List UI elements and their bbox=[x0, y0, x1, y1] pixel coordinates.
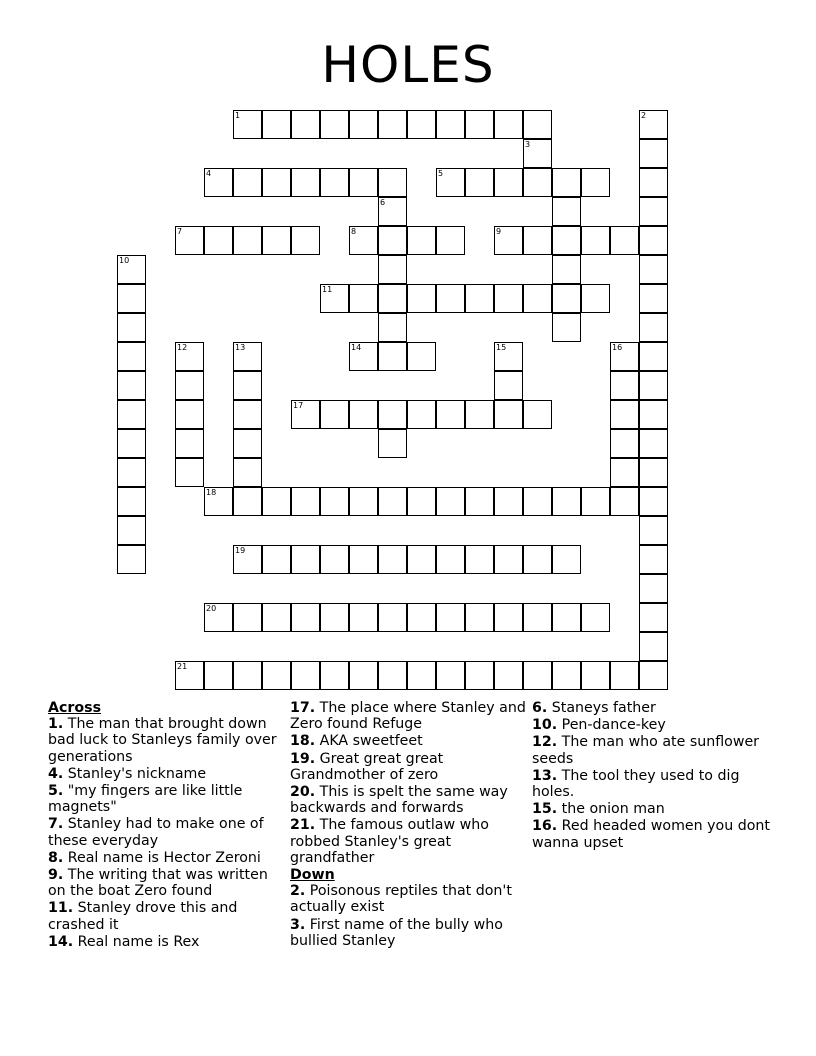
crossword-cell[interactable] bbox=[465, 284, 494, 313]
crossword-cell[interactable] bbox=[494, 168, 523, 197]
crossword-cell[interactable] bbox=[581, 603, 610, 632]
crossword-cell[interactable] bbox=[175, 458, 204, 487]
clue-number-label: 5 bbox=[438, 169, 444, 178]
crossword-cell[interactable] bbox=[349, 661, 378, 690]
clue-number: 12. bbox=[532, 734, 558, 751]
clue-number: 15. bbox=[532, 801, 558, 818]
crossword-cell[interactable] bbox=[610, 400, 639, 429]
clue-text: Stanley had to make one of these everyday bbox=[48, 816, 264, 849]
clues-column-1 bbox=[48, 700, 286, 951]
crossword-cell[interactable] bbox=[291, 110, 320, 139]
crossword-cell[interactable] bbox=[117, 458, 146, 487]
crossword-cell[interactable] bbox=[233, 458, 262, 487]
crossword-cell[interactable] bbox=[639, 371, 668, 400]
clue-number: 9. bbox=[48, 867, 64, 884]
crossword-cell[interactable] bbox=[378, 342, 407, 371]
crossword-cell[interactable] bbox=[552, 197, 581, 226]
across-clue bbox=[290, 817, 526, 866]
clue-number: 18. bbox=[290, 733, 316, 750]
clue-number-label: 1 bbox=[235, 111, 241, 120]
crossword-cell[interactable] bbox=[262, 226, 291, 255]
clue-text: Real name is Hector Zeroni bbox=[63, 849, 261, 866]
clue-text: Great great great Grandmother of zero bbox=[290, 750, 444, 783]
crossword-cell[interactable] bbox=[291, 603, 320, 632]
down-heading: Down bbox=[290, 867, 335, 884]
clue-number: 14. bbox=[48, 933, 74, 950]
crossword-cell[interactable] bbox=[320, 400, 349, 429]
crossword-cell[interactable] bbox=[552, 313, 581, 342]
clues-column-2 bbox=[290, 700, 526, 950]
across-clue bbox=[48, 783, 286, 815]
crossword-cell[interactable] bbox=[494, 545, 523, 574]
crossword-cell[interactable] bbox=[494, 661, 523, 690]
crossword-cell[interactable] bbox=[378, 429, 407, 458]
clue-number-label: 20 bbox=[206, 604, 217, 613]
clue-number: 8. bbox=[48, 849, 64, 866]
crossword-cell[interactable] bbox=[117, 487, 146, 516]
puzzle-title: HOLES bbox=[321, 36, 495, 94]
crossword-cell[interactable] bbox=[204, 661, 233, 690]
crossword-cell[interactable] bbox=[639, 661, 668, 690]
crossword-cell[interactable] bbox=[407, 284, 436, 313]
crossword-cell[interactable] bbox=[552, 487, 581, 516]
crossword-cell[interactable] bbox=[639, 226, 668, 255]
crossword-cell[interactable] bbox=[407, 545, 436, 574]
crossword-cell[interactable] bbox=[378, 487, 407, 516]
clue-text: Real name is Rex bbox=[73, 933, 200, 950]
crossword-cell[interactable] bbox=[262, 168, 291, 197]
crossword-cell[interactable] bbox=[552, 661, 581, 690]
down-clue bbox=[290, 883, 526, 915]
clue-number-label: 9 bbox=[496, 227, 502, 236]
crossword-cell[interactable] bbox=[581, 226, 610, 255]
across-clue bbox=[48, 766, 286, 782]
crossword-cell[interactable] bbox=[639, 284, 668, 313]
crossword-cell[interactable] bbox=[523, 487, 552, 516]
clue-number-label: 3 bbox=[525, 140, 531, 149]
crossword-cell[interactable] bbox=[494, 400, 523, 429]
crossword-cell[interactable] bbox=[349, 400, 378, 429]
crossword-cell[interactable] bbox=[639, 400, 668, 429]
clue-number-label: 12 bbox=[177, 343, 188, 352]
crossword-cell[interactable] bbox=[378, 168, 407, 197]
crossword-cell[interactable] bbox=[378, 400, 407, 429]
clue-number-label: 7 bbox=[177, 227, 183, 236]
crossword-cell[interactable] bbox=[494, 284, 523, 313]
crossword-cell[interactable] bbox=[639, 429, 668, 458]
clue-text: The tool they used to dig holes. bbox=[532, 767, 740, 801]
crossword-cell[interactable] bbox=[349, 603, 378, 632]
down-clue bbox=[290, 917, 526, 949]
crossword-cell[interactable] bbox=[639, 255, 668, 284]
crossword-cell[interactable] bbox=[320, 603, 349, 632]
crossword-cell[interactable] bbox=[639, 168, 668, 197]
crossword-cell[interactable] bbox=[175, 400, 204, 429]
clue-number: 5. bbox=[48, 783, 64, 800]
clue-text: Pen-dance-key bbox=[557, 717, 666, 734]
clue-text: The man that brought down bad luck to Stanleys family over generations bbox=[48, 716, 277, 765]
crossword-cell[interactable] bbox=[523, 400, 552, 429]
clue-number: 20. bbox=[290, 784, 316, 801]
clue-number: 11. bbox=[48, 900, 74, 917]
clue-number-label: 8 bbox=[351, 227, 357, 236]
crossword-cell[interactable] bbox=[610, 371, 639, 400]
crossword-cell[interactable] bbox=[291, 545, 320, 574]
crossword-cell[interactable] bbox=[117, 284, 146, 313]
clue-number: 21. bbox=[290, 817, 316, 834]
crossword-cell[interactable] bbox=[291, 168, 320, 197]
crossword-cell[interactable] bbox=[262, 603, 291, 632]
crossword-cell[interactable] bbox=[610, 429, 639, 458]
crossword-cell[interactable] bbox=[291, 487, 320, 516]
clue-number-label: 6 bbox=[380, 198, 386, 207]
crossword-cell[interactable] bbox=[639, 632, 668, 661]
crossword-cell[interactable] bbox=[378, 255, 407, 284]
clue-number-label: 2 bbox=[641, 111, 647, 120]
clue-number: 4. bbox=[48, 765, 64, 782]
crossword-cell[interactable] bbox=[233, 429, 262, 458]
crossword-cell[interactable] bbox=[407, 661, 436, 690]
crossword-cell[interactable] bbox=[436, 284, 465, 313]
crossword-cell[interactable] bbox=[233, 603, 262, 632]
clue-number: 1. bbox=[48, 716, 64, 733]
clue-number: 19. bbox=[290, 750, 316, 767]
clue-number-label: 19 bbox=[235, 546, 246, 555]
crossword-cell[interactable] bbox=[117, 313, 146, 342]
crossword-cell[interactable] bbox=[610, 487, 639, 516]
crossword-cell[interactable] bbox=[639, 603, 668, 632]
crossword-cell[interactable] bbox=[262, 487, 291, 516]
crossword-cell[interactable] bbox=[639, 458, 668, 487]
clue-number-label: 18 bbox=[206, 488, 217, 497]
crossword-cell[interactable] bbox=[552, 603, 581, 632]
clue-text: First name of the bully who bullied Stanley bbox=[290, 916, 503, 949]
crossword-cell[interactable] bbox=[610, 458, 639, 487]
down-clue bbox=[532, 818, 772, 850]
down-clue bbox=[532, 734, 772, 766]
crossword-cell[interactable] bbox=[320, 487, 349, 516]
crossword-cell[interactable] bbox=[175, 371, 204, 400]
down-clue bbox=[532, 768, 772, 800]
clue-text: The place where Stanley and Zero found Refuge bbox=[290, 700, 526, 733]
crossword-cell[interactable] bbox=[465, 487, 494, 516]
clue-number-label: 14 bbox=[351, 343, 362, 352]
crossword-cell[interactable] bbox=[117, 400, 146, 429]
clue-text: The man who ate sunflower seeds bbox=[532, 734, 760, 767]
clue-text: Stanley's nickname bbox=[63, 765, 207, 782]
crossword-cell[interactable] bbox=[465, 110, 494, 139]
clue-number: 10. bbox=[532, 717, 558, 734]
crossword-cell[interactable] bbox=[436, 545, 465, 574]
crossword-cell[interactable] bbox=[494, 371, 523, 400]
crossword-cell[interactable] bbox=[465, 168, 494, 197]
clue-number-label: 21 bbox=[177, 662, 188, 671]
crossword-cell[interactable] bbox=[436, 661, 465, 690]
crossword-cell[interactable] bbox=[378, 226, 407, 255]
crossword-cell[interactable] bbox=[436, 487, 465, 516]
clue-text: "my fingers are like little magnets" bbox=[48, 783, 243, 816]
clue-number: 17. bbox=[290, 700, 316, 716]
crossword-cell[interactable] bbox=[581, 487, 610, 516]
crossword-cell[interactable] bbox=[175, 429, 204, 458]
crossword-cell[interactable] bbox=[552, 255, 581, 284]
clue-number: 16. bbox=[532, 818, 558, 835]
crossword-cell[interactable] bbox=[233, 371, 262, 400]
clue-text: The writing that was written on the boat Zero found bbox=[48, 867, 268, 900]
clue-text: This is spelt the same way backwards and forwards bbox=[290, 784, 508, 817]
crossword-cell[interactable] bbox=[552, 226, 581, 255]
crossword-cell[interactable] bbox=[349, 545, 378, 574]
crossword-cell[interactable] bbox=[407, 603, 436, 632]
crossword-cell[interactable] bbox=[378, 545, 407, 574]
clue-number: 2. bbox=[290, 883, 306, 900]
crossword-cell[interactable] bbox=[494, 110, 523, 139]
clue-text: Stanley drove this and crashed it bbox=[48, 900, 238, 933]
crossword-cell[interactable] bbox=[407, 400, 436, 429]
crossword-cell[interactable] bbox=[639, 516, 668, 545]
crossword-cell[interactable] bbox=[610, 226, 639, 255]
crossword-cell[interactable] bbox=[523, 661, 552, 690]
across-clue bbox=[290, 733, 526, 749]
crossword-cell[interactable] bbox=[523, 284, 552, 313]
crossword-cell[interactable] bbox=[378, 603, 407, 632]
crossword-cell[interactable] bbox=[581, 168, 610, 197]
crossword-cell[interactable] bbox=[204, 226, 233, 255]
across-heading: Across bbox=[48, 700, 102, 716]
clue-number: 7. bbox=[48, 816, 64, 833]
clue-number-label: 10 bbox=[119, 256, 130, 265]
crossword-cell[interactable] bbox=[378, 110, 407, 139]
clue-number-label: 4 bbox=[206, 169, 212, 178]
crossword-cell[interactable] bbox=[610, 661, 639, 690]
crossword-cell[interactable] bbox=[581, 661, 610, 690]
clue-number: 6. bbox=[532, 700, 548, 716]
crossword-cell[interactable] bbox=[117, 429, 146, 458]
crossword-cell[interactable] bbox=[552, 284, 581, 313]
crossword-cell[interactable] bbox=[494, 603, 523, 632]
down-clue bbox=[532, 801, 772, 817]
across-clue bbox=[290, 751, 526, 783]
crossword-cell[interactable] bbox=[552, 168, 581, 197]
crossword-cell[interactable] bbox=[262, 545, 291, 574]
crossword-cell[interactable] bbox=[378, 284, 407, 313]
crossword-cell[interactable] bbox=[378, 313, 407, 342]
clue-number-label: 15 bbox=[496, 343, 507, 352]
crossword-cell[interactable] bbox=[117, 371, 146, 400]
crossword-cell[interactable] bbox=[639, 313, 668, 342]
crossword-cell[interactable] bbox=[262, 661, 291, 690]
clue-text: the onion man bbox=[557, 801, 665, 818]
clue-text: The famous outlaw who robbed Stanley's great grandfather bbox=[290, 817, 489, 866]
clue-text: AKA sweetfeet bbox=[315, 733, 423, 750]
crossword-cell[interactable] bbox=[349, 168, 378, 197]
crossword-cell[interactable] bbox=[465, 661, 494, 690]
crossword-cell[interactable] bbox=[523, 110, 552, 139]
crossword-cell[interactable] bbox=[436, 226, 465, 255]
crossword-cell[interactable] bbox=[523, 226, 552, 255]
clue-text: Red headed women you dont wanna upset bbox=[532, 818, 770, 851]
crossword-cell[interactable] bbox=[639, 574, 668, 603]
crossword-cell[interactable] bbox=[117, 545, 146, 574]
crossword-cell[interactable] bbox=[233, 226, 262, 255]
clues-column-3 bbox=[532, 700, 772, 852]
across-clue bbox=[290, 784, 526, 816]
crossword-cell[interactable] bbox=[436, 603, 465, 632]
across-clue bbox=[48, 716, 286, 765]
crossword-cell[interactable] bbox=[117, 516, 146, 545]
across-clue bbox=[48, 934, 286, 950]
crossword-cell[interactable] bbox=[639, 139, 668, 168]
crossword-cell[interactable] bbox=[581, 284, 610, 313]
crossword-cell[interactable] bbox=[552, 545, 581, 574]
crossword-cell[interactable] bbox=[407, 342, 436, 371]
clue-number-label: 16 bbox=[612, 343, 623, 352]
crossword-cell[interactable] bbox=[320, 545, 349, 574]
crossword-cell[interactable] bbox=[494, 487, 523, 516]
clue-number-label: 17 bbox=[293, 401, 304, 410]
crossword-cell[interactable] bbox=[320, 168, 349, 197]
crossword-cell[interactable] bbox=[523, 168, 552, 197]
crossword-cell[interactable] bbox=[349, 284, 378, 313]
crossword-cell[interactable] bbox=[465, 603, 494, 632]
clue-number-label: 11 bbox=[322, 285, 333, 294]
across-clue bbox=[48, 850, 286, 866]
crossword-cell[interactable] bbox=[291, 661, 320, 690]
crossword-cell[interactable] bbox=[407, 487, 436, 516]
crossword-cell[interactable] bbox=[523, 545, 552, 574]
crossword-cell[interactable] bbox=[320, 110, 349, 139]
crossword-cell[interactable] bbox=[291, 226, 320, 255]
crossword-cell[interactable] bbox=[233, 168, 262, 197]
across-clue bbox=[48, 900, 286, 932]
crossword-cell[interactable] bbox=[523, 603, 552, 632]
crossword-cell[interactable] bbox=[349, 110, 378, 139]
clue-text: Poisonous reptiles that don't actually exist bbox=[290, 883, 512, 916]
clue-number: 3. bbox=[290, 916, 306, 933]
crossword-cell[interactable] bbox=[639, 342, 668, 371]
across-clue bbox=[290, 700, 526, 732]
down-clue bbox=[532, 700, 772, 716]
crossword-cell[interactable] bbox=[436, 400, 465, 429]
crossword-cell[interactable] bbox=[639, 487, 668, 516]
crossword-cell[interactable] bbox=[639, 197, 668, 226]
crossword-cell[interactable] bbox=[320, 661, 349, 690]
clue-text: Staneys father bbox=[547, 700, 656, 716]
crossword-cell[interactable] bbox=[465, 545, 494, 574]
crossword-cell[interactable] bbox=[378, 661, 407, 690]
clue-number: 13. bbox=[532, 767, 558, 784]
crossword-cell[interactable] bbox=[233, 487, 262, 516]
crossword-cell[interactable] bbox=[639, 545, 668, 574]
down-clue bbox=[532, 717, 772, 733]
crossword-cell[interactable] bbox=[465, 400, 494, 429]
crossword-cell[interactable] bbox=[233, 661, 262, 690]
crossword-cell[interactable] bbox=[349, 487, 378, 516]
across-clue bbox=[48, 867, 286, 899]
crossword-cell[interactable] bbox=[436, 110, 465, 139]
crossword-cell[interactable] bbox=[407, 226, 436, 255]
crossword-cell[interactable] bbox=[117, 342, 146, 371]
crossword-cell[interactable] bbox=[233, 400, 262, 429]
clue-number-label: 13 bbox=[235, 343, 246, 352]
across-clue bbox=[48, 816, 286, 848]
crossword-cell[interactable] bbox=[407, 110, 436, 139]
crossword-cell[interactable] bbox=[262, 110, 291, 139]
